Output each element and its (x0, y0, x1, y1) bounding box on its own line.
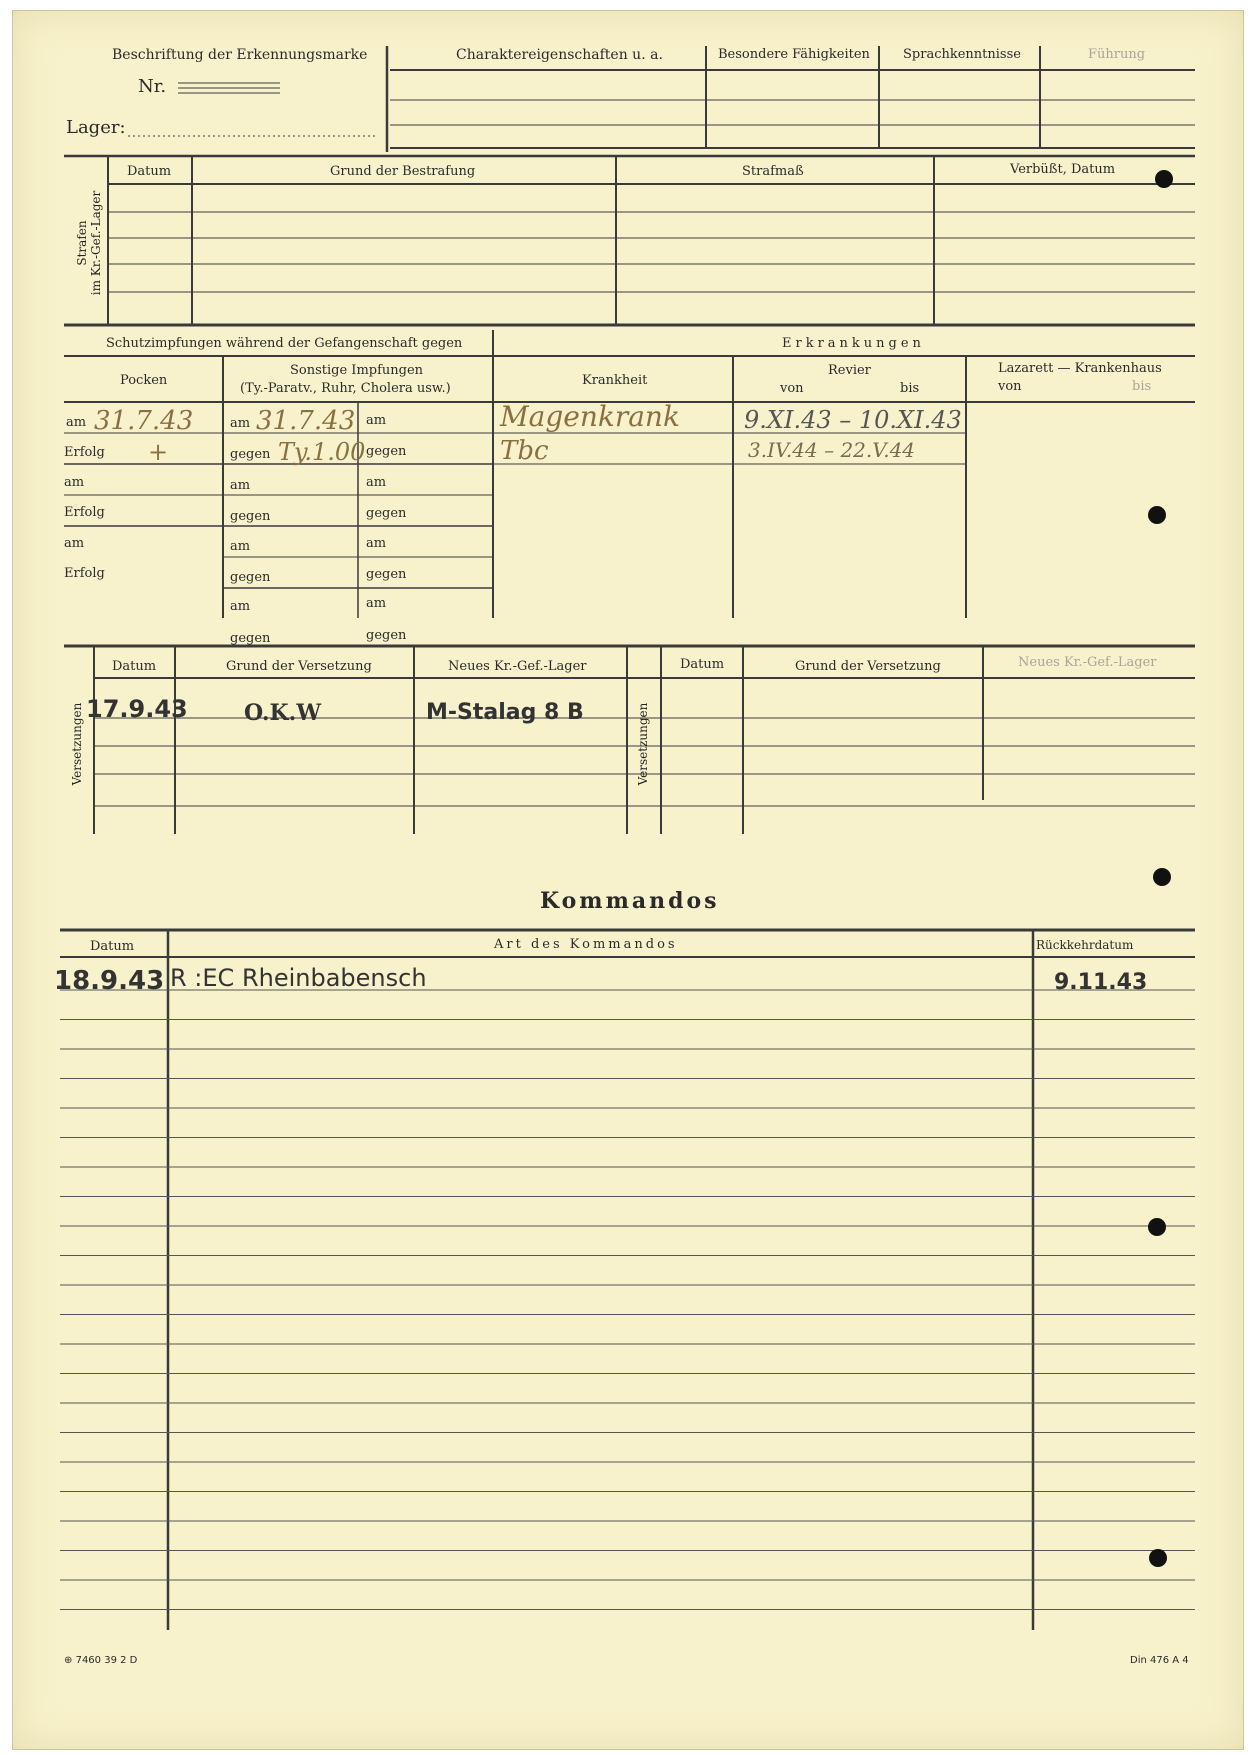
vers-neues-lager-header: Neues Kr.-Gef.-Lager (448, 659, 587, 674)
sonst2-am-label: am (366, 596, 387, 611)
vers-datum-header-right: Datum (680, 657, 725, 672)
sonst-gegen-label: gegen (230, 631, 271, 646)
sonst2-gegen-label: gegen (366, 444, 407, 459)
lazarett-von-header: von (998, 379, 1022, 394)
lazarett-header: Lazarett — Krankenhaus (998, 361, 1162, 376)
pocken-erfolg-label: Erfolg (64, 445, 105, 460)
revier-von-header: von (780, 381, 804, 396)
krankheit-handwritten-1: Magenkrank (500, 400, 680, 433)
din-format-label: Din 476 A 4 (1130, 1655, 1189, 1666)
kommando-datum-stamp: 18.9.43 (54, 966, 165, 996)
strafmass-header: Strafmaß (742, 164, 804, 179)
sonst2-gegen-label: gegen (366, 506, 407, 521)
strafen-side-label: Strafen im Kr.-Gef.-Lager (75, 190, 103, 296)
fuehrung-header: Führung (1088, 47, 1146, 62)
punch-hole (1155, 170, 1173, 188)
versetzung-grund-stamp: O.K.W (244, 700, 322, 726)
sonst-gegen-label: gegen (230, 570, 271, 585)
kommando-rueckkehr-stamp: 9.11.43 (1054, 970, 1148, 995)
revier-handwritten-1: 9.XI.43 – 10.XI.43 (744, 406, 962, 434)
versetzung-datum-stamp: 17.9.43 (86, 695, 188, 723)
pocken-erfolg-label: Erfolg (64, 505, 105, 520)
beschriftung-label: Beschriftung der Erkennungsmarke (112, 47, 368, 63)
kommandos-title: Kommandos (540, 888, 720, 914)
punch-hole (1148, 1218, 1166, 1236)
pocken-erfolg-handwritten: + (148, 438, 169, 466)
impfungen-title: Schutzimpfungen während der Gefangenschaft gegen (106, 336, 463, 351)
vers-datum-header: Datum (112, 659, 157, 674)
art-des-kommandos-header: Art des Kommandos (494, 937, 678, 952)
sonst-am-label: am (230, 599, 251, 614)
versetzungen-side-label-right: Versetzungen (636, 702, 650, 786)
lazarett-bis-header: bis (1132, 379, 1152, 394)
krankheit-handwritten-2: Tbc (500, 436, 549, 466)
krankheit-header: Krankheit (582, 373, 648, 388)
sonst-date-handwritten: 31.7.43 (256, 406, 356, 436)
verbuesst-header: Verbüßt, Datum (1010, 162, 1116, 177)
sonst2-am-label: am (366, 413, 387, 428)
strafen-datum-header: Datum (127, 164, 172, 179)
erkrankungen-title: Erkrankungen (782, 336, 925, 351)
kommando-art-stamp: R :EC Rheinbabensch (170, 964, 427, 992)
kommando-datum-header: Datum (90, 939, 135, 954)
punch-hole (1149, 1549, 1167, 1567)
sprachkenntnisse-header: Sprachkenntnisse (903, 47, 1021, 62)
vers-neues-lager-header-right: Neues Kr.-Gef.-Lager (1018, 655, 1157, 670)
pocken-am-label: am (66, 415, 87, 430)
revier-bis-header: bis (900, 381, 920, 396)
sonst2-gegen-label: gegen (366, 567, 407, 582)
grund-der-bestrafung-header: Grund der Bestrafung (330, 164, 476, 179)
sonst-am-label: am (230, 478, 251, 493)
pocken-am-label: am (64, 536, 85, 551)
sonst2-gegen-label: gegen (366, 628, 407, 643)
print-logo-icon: ⊕ (64, 1655, 73, 1666)
lager-label: Lager: (66, 117, 126, 138)
sonst-gegen-label: gegen (230, 447, 271, 462)
revier-header: Revier (828, 363, 871, 378)
vers-grund-header-right: Grund der Versetzung (795, 659, 941, 674)
sonst-am-label: am (230, 539, 251, 554)
sonst2-am-label: am (366, 536, 387, 551)
sonst2-am-label: am (366, 475, 387, 490)
versetzungen-side-label: Versetzungen (70, 702, 84, 786)
sonst-am-label: am (230, 416, 251, 431)
sonstige-header-2: (Ty.-Paratv., Ruhr, Cholera usw.) (240, 381, 451, 396)
sonst-gegen-label: gegen (230, 509, 271, 524)
revier-handwritten-2: 3.IV.44 – 22.V.44 (748, 438, 916, 462)
print-code: ⊕ 7460 39 2 D (64, 1655, 138, 1666)
pocken-am-label: am (64, 475, 85, 490)
pocken-header: Pocken (120, 373, 168, 388)
charakter-header: Charaktereigenschaften u. a. (456, 47, 663, 63)
versetzung-lager-stamp: M-Stalag 8 B (426, 700, 584, 725)
faehigkeiten-header: Besondere Fähigkeiten (718, 47, 870, 62)
pocken-date-handwritten: 31.7.43 (94, 406, 194, 436)
vers-grund-header: Grund der Versetzung (226, 659, 372, 674)
sonst-gegen-handwritten: Ty.1.00 (278, 438, 366, 466)
rueckkehrdatum-header: Rückkehrdatum (1036, 938, 1134, 952)
sonstige-header-1: Sonstige Impfungen (290, 363, 424, 378)
nr-label: Nr. (138, 76, 167, 97)
pocken-erfolg-label: Erfolg (64, 566, 105, 581)
punch-hole (1148, 506, 1166, 524)
punch-hole (1153, 868, 1171, 886)
